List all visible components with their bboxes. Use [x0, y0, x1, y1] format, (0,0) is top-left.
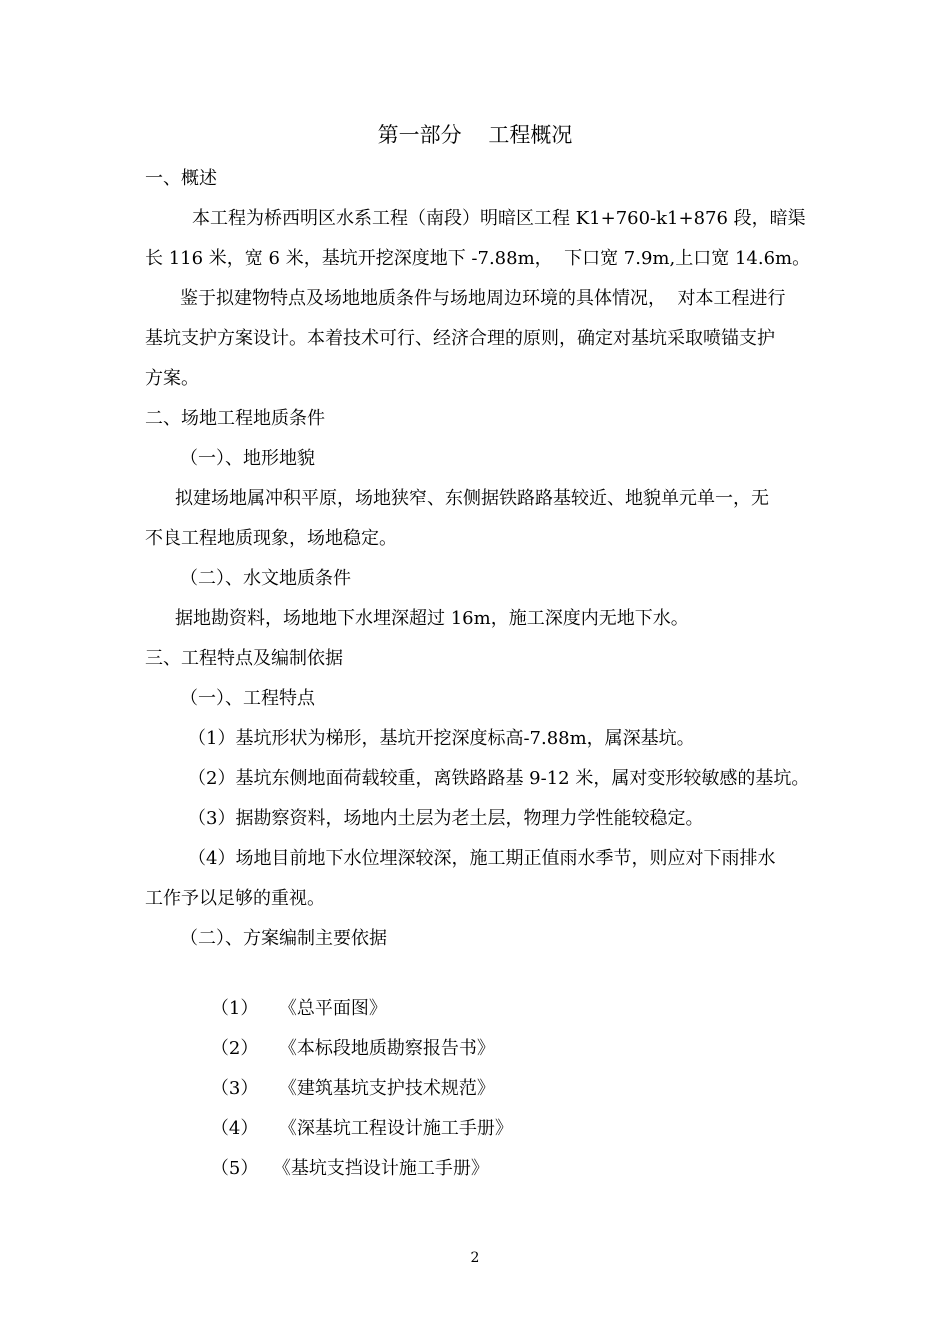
list-item: （3）据勘察资料，场地内土层为老土层，物理力学性能较稳定。	[188, 808, 704, 829]
reference-number: （2）	[210, 1038, 259, 1059]
reference-number: （1）	[210, 998, 259, 1019]
reference-number: （3）	[210, 1078, 259, 1099]
paragraph-line: 不良工程地质现象，场地稳定。	[145, 528, 397, 549]
list-item: （1）基坑形状为梯形，基坑开挖深度标高-7.88m，属深基坑。	[188, 728, 695, 749]
section-heading-overview: 一、概述	[145, 168, 217, 189]
paragraph-line: 拟建场地属冲积平原，场地狭窄、东侧据铁路路基较近、地貌单元单一，无	[175, 488, 769, 509]
reference-item	[188, 1124, 489, 1214]
paragraph-line: 长 116 米，宽 6 米，基坑开挖深度地下 -7.88m， 下口宽 7.9m,上口宽 14.6m。	[145, 248, 811, 269]
paragraph-line: 方案。	[145, 368, 199, 389]
paragraph-line: 基坑支护方案设计。本着技术可行、经济合理的原则，确定对基坑采取喷锚支护	[145, 328, 775, 349]
section-heading-geology: 二、场地工程地质条件	[145, 408, 325, 429]
reference-title: 《本标段地质勘察报告书》	[278, 1038, 495, 1059]
section-heading-features: 三、工程特点及编制依据	[145, 648, 343, 669]
subsection-heading-hydrology: （二）、水文地质条件	[180, 568, 351, 589]
reference-number: （4）	[210, 1118, 259, 1139]
page-title: 第一部分 工程概况	[377, 123, 573, 147]
list-item: （4）场地目前地下水位埋深较深，施工期正值雨水季节，则应对下雨排水	[188, 848, 776, 869]
paragraph-line: 据地勘资料，场地地下水埋深超过 16m，施工深度内无地下水。	[175, 608, 689, 629]
subsection-heading-terrain: （一）、地形地貌	[180, 448, 315, 469]
reference-title: 《深基坑工程设计施工手册》	[278, 1118, 513, 1139]
list-item: （2）基坑东侧地面荷载较重，离铁路路基 9-12 米，属对变形较敏感的基坑。	[188, 768, 810, 789]
page-number: 2	[470, 1250, 480, 1266]
reference-title: 《建筑基坑支护技术规范》	[278, 1078, 495, 1099]
subsection-heading-features: （一）、工程特点	[180, 688, 315, 709]
reference-title: 《总平面图》	[278, 998, 387, 1019]
paragraph-line: 本工程为桥西明区水系工程（南段）明暗区工程 K1+760-k1+876 段，暗渠	[192, 208, 806, 229]
subsection-heading-basis: （二）、方案编制主要依据	[180, 928, 387, 949]
reference-title: 《基坑支挡设计施工手册》	[272, 1158, 489, 1179]
paragraph-line: 鉴于拟建物特点及场地地质条件与场地周边环境的具体情况， 对本工程进行	[180, 288, 786, 309]
reference-number: （5）	[210, 1158, 259, 1179]
paragraph-line: 工作予以足够的重视。	[145, 888, 325, 909]
